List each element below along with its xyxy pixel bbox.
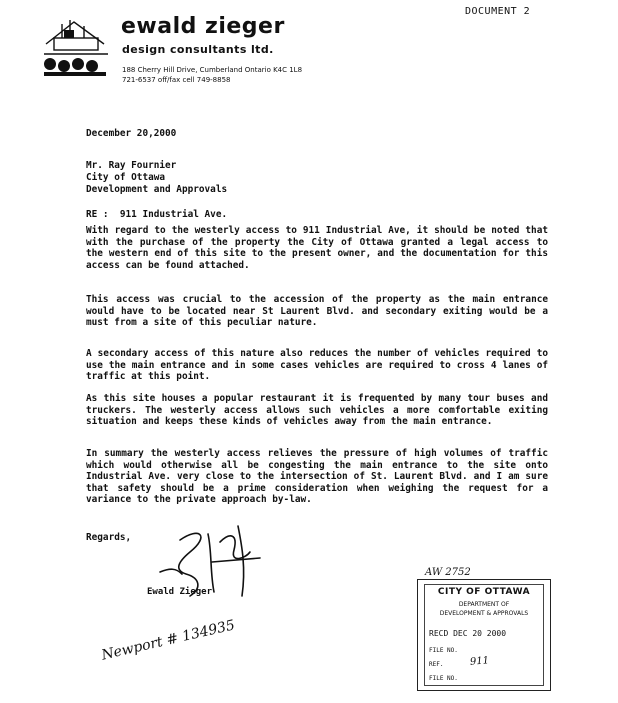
stamp-department: DEPARTMENT OF	[458, 601, 510, 608]
handwritten-file-note: Newport # 134935	[100, 617, 237, 664]
stamp-date: RECD DEC 20 2000	[429, 629, 507, 638]
received-stamp	[417, 579, 551, 691]
company-logo	[40, 14, 112, 80]
body-paragraph: This access was crucial to the accession of the property as the main entrance would have to be located near St Laurent Blvd. and secondary exiting would be a must from a site of this peculiar nature.	[86, 294, 548, 329]
stamp-row: FILE NO.	[429, 647, 458, 654]
stamp-row: FILE NO.	[429, 675, 458, 682]
stamp-title: CITY OF OTTAWA	[437, 587, 531, 597]
closing: Regards,	[86, 532, 132, 543]
letter-date: December 20,2000	[86, 128, 177, 139]
company-name: ewald zieger	[121, 14, 285, 39]
body-paragraph: In summary the westerly access relieves the pressure of high volumes of traffic which would otherwise all be congesting the main entrance to the site onto Industrial Ave. very close to the intersection of St. Laurent Blvd. and I am sure that safety should be a prime consideration when weighing the request for a variance to the private approach by-law.	[86, 448, 548, 506]
document-number-tag: DOCUMENT 2	[465, 6, 531, 17]
subject-line: RE : 911 Industrial Ave.	[86, 209, 228, 220]
body-paragraph: A secondary access of this nature also reduces the number of vehicles required to use the main entrance and in some cases vehicles are required to cross 4 lanes of traffic at this point.	[86, 348, 548, 383]
body-paragraph: As this site houses a popular restaurant it is frequented by many tour buses and truckers. The westerly access allows such vehicles a more comfortable exiting situation and keeps these kinds of vehicles away from the main entrance.	[86, 393, 548, 428]
handwritten-stamp-note: AW 2752	[425, 567, 471, 578]
stamp-row: REF.	[429, 661, 444, 668]
company-address: 188 Cherry Hill Drive, Cumberland Ontario K4C 1L8	[122, 66, 303, 74]
recipient-department: Development and Approvals	[86, 184, 228, 195]
company-subtitle: design consultants ltd.	[122, 43, 274, 56]
handwritten-side-note: 911	[469, 655, 490, 668]
stamp-division: DEVELOPMENT & APPROVALS	[439, 610, 529, 617]
company-phone: 721-6537 off/fax cell 749-8858	[122, 76, 231, 84]
signer-name: Ewald Zieger	[147, 587, 213, 597]
recipient-name: Mr. Ray Fournier	[86, 160, 177, 171]
body-paragraph: With regard to the westerly access to 911 Industrial Ave, it should be noted that with the purchase of the property the City of Ottawa granted a legal access to the western end of this site to the present owner, and the documentation for this access can be found attached.	[86, 225, 548, 271]
recipient-organization: City of Ottawa	[86, 172, 166, 183]
